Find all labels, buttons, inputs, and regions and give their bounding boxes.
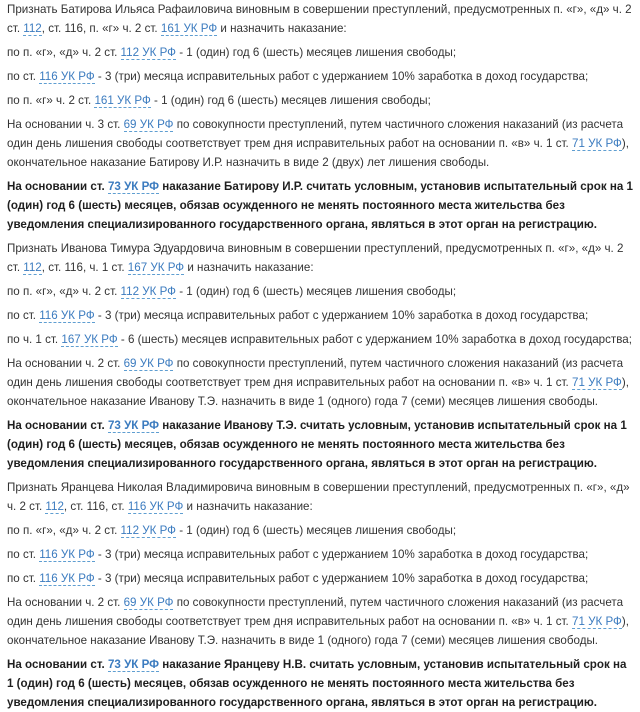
paragraph-text: ), окончательное наказание Иванову Т.Э. назначить в виде 1 (одного) года 7 (семи) месяцев лишения свободы. [7, 615, 629, 647]
paragraph-text: и назначить наказание: [183, 500, 313, 513]
paragraph-text: - 6 (шесть) месяцев исправительных работ с удержанием 10% заработка в доход государства; [117, 333, 632, 346]
law-article-link[interactable]: 116 УК РФ [39, 572, 95, 585]
verdict-paragraph-bold [7, 177, 633, 234]
paragraph-text: Признать Иванова Тимура Эдуардовича виновным в совершении преступлений, предусмотренных п. «г», «д» ч. 2 ст. [7, 242, 624, 274]
paragraph-text: по ч. 1 ст. [7, 333, 62, 346]
verdict-paragraph [7, 282, 633, 301]
law-article-link[interactable]: 69 УК РФ [123, 596, 174, 609]
paragraph-text: по п. «г», «д» ч. 2 ст. [7, 285, 121, 298]
verdict-paragraph [7, 521, 633, 540]
verdict-paragraph [7, 306, 633, 325]
paragraph-text: На основании ч. 3 ст. [7, 118, 124, 131]
law-article-link[interactable]: 112 [23, 261, 42, 274]
law-article-link[interactable]: 71 УК РФ [572, 376, 622, 389]
law-article-link[interactable]: 116 УК РФ [39, 309, 95, 322]
paragraph-text: по п. «г», «д» ч. 2 ст. [7, 46, 121, 59]
paragraph-text: по п. «г» ч. 2 ст. [7, 94, 95, 107]
law-article-link[interactable]: 69 УК РФ [123, 118, 174, 131]
law-article-link[interactable]: 167 УК РФ [61, 333, 118, 346]
paragraph-text: Признать Яранцева Николая Владимировича виновным в совершении преступлений, предусмотренных п. «г», «д» ч. 2 ст. [7, 481, 630, 513]
verdict-paragraph [7, 330, 633, 349]
law-article-link[interactable]: 71 УК РФ [572, 137, 622, 150]
verdict-paragraph [7, 115, 633, 172]
paragraph-text: ), окончательное наказание Батирову И.Р. назначить в виде 2 (двух) лет лишения свободы. [7, 137, 629, 169]
law-article-link[interactable]: 69 УК РФ [123, 357, 174, 370]
verdict-paragraph [7, 239, 633, 277]
paragraph-text: На основании ст. [7, 658, 108, 671]
paragraph-text: по п. «г», «д» ч. 2 ст. [7, 524, 121, 537]
law-article-link[interactable]: 112 УК РФ [120, 524, 176, 537]
law-article-link[interactable]: 71 УК РФ [572, 615, 622, 628]
verdict-paragraph [7, 569, 633, 588]
verdict-paragraph [7, 43, 633, 62]
law-article-link[interactable]: 73 УК РФ [107, 180, 160, 193]
paragraph-text: На основании ст. [7, 180, 108, 193]
paragraph-text: наказание Батирову И.Р. считать условным, установив испытательный срок на 1 (один) год 6 (шесть) месяцев, обязав осужденного не менять постоянного места жительства без уведомления специализированного государственного органа, являться в этот орган на регистрацию. [7, 180, 633, 231]
paragraph-text: - 1 (один) год 6 (шесть) месяцев лишения свободы; [176, 46, 457, 59]
paragraph-text: , ст. 116, ч. 1 ст. [41, 261, 128, 274]
paragraph-text: - 3 (три) месяца исправительных работ с удержанием 10% заработка в доход государства; [94, 309, 589, 322]
paragraph-text: , ст. 116, п. «г» ч. 2 ст. [41, 22, 161, 35]
law-article-link[interactable]: 73 УК РФ [107, 419, 160, 432]
paragraph-text: - 3 (три) месяца исправительных работ с удержанием 10% заработка в доход государства; [94, 70, 589, 83]
paragraph-text: - 3 (три) месяца исправительных работ с удержанием 10% заработка в доход государства; [94, 548, 589, 561]
paragraph-text: - 1 (один) год 6 (шесть) месяцев лишения свободы; [176, 285, 457, 298]
paragraph-text: - 1 (один) год 6 (шесть) месяцев лишения свободы; [150, 94, 431, 107]
law-article-link[interactable]: 116 УК РФ [39, 548, 95, 561]
paragraph-text: На основании ч. 2 ст. [7, 357, 124, 370]
paragraph-text: , ст. 116, ст. [63, 500, 128, 513]
verdict-paragraph-bold [7, 655, 633, 712]
paragraph-text: наказание Иванову Т.Э. считать условным, установив испытательный срок на 1 (один) год 6 (шесть) месяцев, обязав осужденного не менять постоянного места жительства без уведомления специализированного государственного органа, являться в этот орган на регистрацию. [7, 419, 627, 470]
paragraph-text: по ст. [7, 309, 40, 322]
paragraph-text: и назначить наказание: [184, 261, 314, 274]
paragraph-text: - 1 (один) год 6 (шесть) месяцев лишения свободы; [176, 524, 457, 537]
law-article-link[interactable]: 73 УК РФ [107, 658, 160, 671]
paragraph-text: ), окончательное наказание Иванову Т.Э. назначить в виде 1 (одного) года 7 (семи) месяцев лишения свободы. [7, 376, 629, 408]
verdict-paragraph-bold [7, 416, 633, 473]
paragraph-text: по ст. [7, 572, 40, 585]
paragraph-text: - 3 (три) месяца исправительных работ с удержанием 10% заработка в доход государства; [94, 572, 589, 585]
verdict-paragraph [7, 354, 633, 411]
law-article-link[interactable]: 112 УК РФ [120, 46, 176, 59]
law-article-link[interactable]: 161 УК РФ [160, 22, 218, 35]
paragraph-text: Признать Батирова Ильяса Рафаиловича виновным в совершении преступлений, предусмотренных п. «г», «д» ч. 2 ст. [7, 3, 632, 35]
law-article-link[interactable]: 112 [45, 500, 64, 513]
verdict-paragraph [7, 67, 633, 86]
law-article-link[interactable]: 167 УК РФ [127, 261, 185, 274]
paragraph-text: по ст. [7, 70, 40, 83]
paragraph-text: наказание Яранцеву Н.В. считать условным, установив испытательный срок на 1 (один) год 6 (шесть) месяцев, обязав осужденного не менять постоянного места жительства без уведомления специализированного государственного органа, являться в этот орган на регистрацию. [7, 658, 627, 709]
paragraph-text: по совокупности преступлений, путем частичного сложения наказаний (из расчета один день лишения свободы соответствует трем дня исправительных работ на основании п. «в» ч. 1 ст. [7, 357, 624, 389]
paragraph-text: и назначить наказание: [217, 22, 347, 35]
law-article-link[interactable]: 112 УК РФ [120, 285, 176, 298]
paragraph-text: На основании ч. 2 ст. [7, 596, 124, 609]
paragraph-text: по совокупности преступлений, путем частичного сложения наказаний (из расчета один день лишения свободы соответствует трем дня исправительных работ на основании п. «в» ч. 1 ст. [7, 596, 624, 628]
verdict-paragraph [7, 593, 633, 650]
paragraph-text: На основании ст. [7, 419, 108, 432]
law-article-link[interactable]: 112 [23, 22, 42, 35]
verdict-paragraph [7, 478, 633, 516]
paragraph-text: по совокупности преступлений, путем частичного сложения наказаний (из расчета один день лишения свободы соответствует трем дня исправительных работ на основании п. «в» ч. 1 ст. [7, 118, 624, 150]
verdict-paragraph [7, 0, 633, 38]
verdict-paragraph [7, 91, 633, 110]
law-article-link[interactable]: 116 УК РФ [39, 70, 95, 83]
law-article-link[interactable]: 116 УК РФ [127, 500, 184, 513]
verdict-paragraph [7, 545, 633, 564]
paragraph-text: по ст. [7, 548, 40, 561]
law-article-link[interactable]: 161 УК РФ [94, 94, 151, 107]
